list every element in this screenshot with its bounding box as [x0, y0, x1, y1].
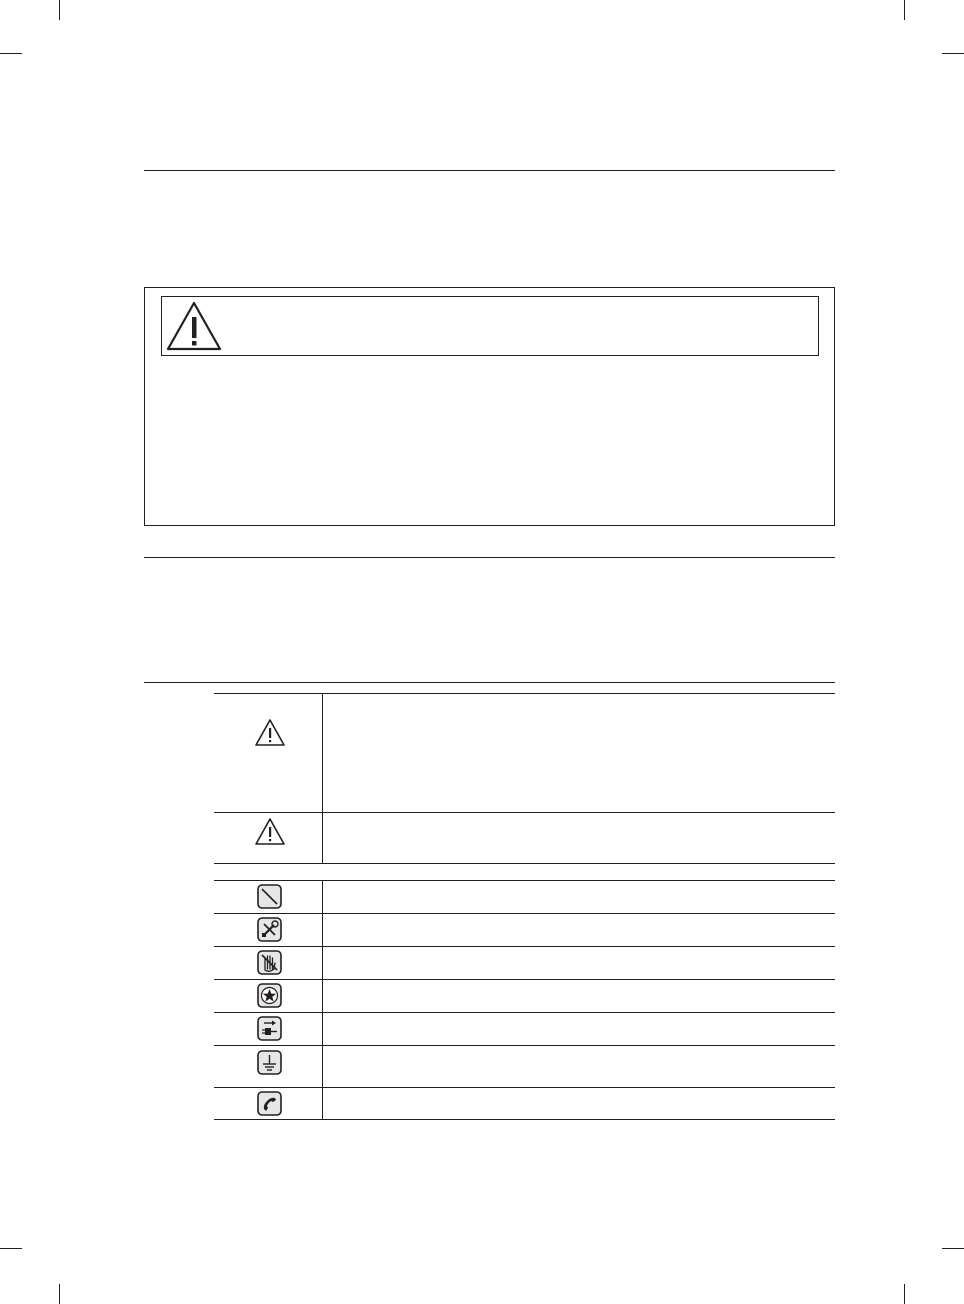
crop-mark-bottom-left-vertical — [59, 1284, 60, 1304]
section-rule-top — [144, 170, 835, 171]
symbol-table — [214, 693, 835, 1121]
crop-mark-top-left-horizontal — [0, 53, 22, 54]
crop-mark-top-left-vertical — [59, 0, 60, 20]
warning-box — [144, 287, 835, 526]
ground-earth-icon — [257, 1050, 282, 1075]
table-row — [214, 1088, 835, 1119]
crop-mark-bottom-right-vertical — [904, 1284, 905, 1304]
table-row — [214, 1046, 835, 1088]
crop-mark-top-right-vertical — [904, 0, 905, 20]
crop-mark-top-right-horizontal — [942, 53, 964, 54]
contact-service-phone-icon — [257, 1091, 282, 1116]
crop-mark-bottom-left-horizontal — [0, 1248, 22, 1249]
unplug-power-icon — [257, 1016, 282, 1041]
group-1-bottom-border — [214, 863, 835, 864]
warning-triangle-icon — [254, 718, 286, 747]
table-row — [214, 914, 835, 946]
warning-triangle-icon — [254, 817, 286, 846]
warning-box-header — [161, 296, 819, 356]
table-row — [214, 813, 835, 863]
table-row — [214, 980, 835, 1012]
section-rule-lower — [144, 682, 835, 683]
do-not-disassemble-icon — [257, 917, 282, 942]
table-row — [214, 947, 835, 979]
do-not-touch-icon — [257, 950, 282, 975]
table-row — [214, 1013, 835, 1045]
section-rule-middle — [144, 557, 835, 558]
table-row — [214, 881, 835, 913]
prohibited-icon — [257, 884, 282, 909]
crop-mark-bottom-right-horizontal — [942, 1248, 964, 1249]
warning-triangle-icon — [165, 300, 223, 352]
follow-directions-star-icon — [257, 983, 282, 1008]
table-bottom-border — [214, 1119, 835, 1120]
table-row — [214, 693, 835, 812]
